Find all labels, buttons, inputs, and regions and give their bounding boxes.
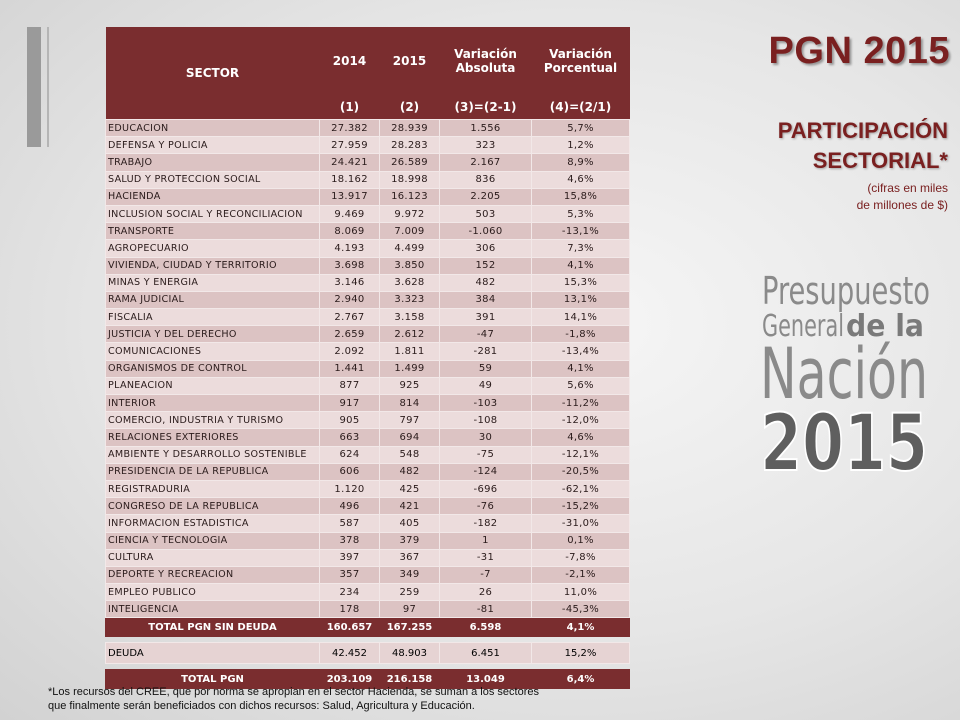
sector-cell: INCLUSION SOCIAL Y RECONCILIACION xyxy=(106,205,320,222)
table-row xyxy=(106,515,630,532)
sector-cell: ORGANISMOS DE CONTROL xyxy=(106,360,320,377)
sector-cell: JUSTICIA Y DEL DERECHO xyxy=(106,326,320,343)
variation-pct-cell: -15,2% xyxy=(532,498,630,515)
variation-pct-cell: 8,9% xyxy=(532,154,630,171)
sector-cell: AGROPECUARIO xyxy=(106,240,320,257)
sector-cell: CULTURA xyxy=(106,549,320,566)
value-2014-cell: 24.421 xyxy=(320,154,380,171)
value-2014-cell: 606 xyxy=(320,463,380,480)
table-row xyxy=(106,137,630,154)
sector-cell: EDUCACION xyxy=(106,120,320,137)
sector-budget-table xyxy=(105,27,630,689)
value-2014-cell: 2.659 xyxy=(320,326,380,343)
value-2015-cell: 814 xyxy=(380,395,440,412)
sector-cell: RELACIONES EXTERIORES xyxy=(106,429,320,446)
variation-pct-cell: 4,6% xyxy=(532,429,630,446)
variation-abs-cell: -108 xyxy=(440,412,532,429)
sector-cell: REGISTRADURIA xyxy=(106,480,320,497)
logo-presupuesto: Presupuesto xyxy=(762,269,930,313)
table-row xyxy=(106,360,630,377)
variation-abs-cell: -281 xyxy=(440,343,532,360)
total-sin-deuda-label: TOTAL PGN SIN DEUDA xyxy=(106,618,320,637)
deuda-row xyxy=(106,643,630,664)
footnote-line2: que finalmente serán beneficiados con dichos recursos: Salud, Agricultura y Educación. xyxy=(48,700,475,712)
value-2014-cell: 27.959 xyxy=(320,137,380,154)
table-row xyxy=(106,463,630,480)
table-row xyxy=(106,205,630,222)
variation-abs-cell: -75 xyxy=(440,446,532,463)
table-row xyxy=(106,429,630,446)
variation-pct-cell: -11,2% xyxy=(532,395,630,412)
footnote xyxy=(48,685,658,713)
table-row xyxy=(106,532,630,549)
deuda-pct: 15,2% xyxy=(532,643,630,664)
sector-cell: INFORMACION ESTADISTICA xyxy=(106,515,320,532)
value-2015-cell: 694 xyxy=(380,429,440,446)
header-2015: 2015 xyxy=(380,27,440,95)
variation-abs-cell: 836 xyxy=(440,171,532,188)
variation-abs-cell: 1 xyxy=(440,532,532,549)
sector-cell: CIENCIA Y TECNOLOGIA xyxy=(106,532,320,549)
sector-cell: EMPLEO PUBLICO xyxy=(106,584,320,601)
sector-cell: PLANEACION xyxy=(106,377,320,394)
variation-pct-cell: -7,8% xyxy=(532,549,630,566)
value-2014-cell: 624 xyxy=(320,446,380,463)
value-2015-cell: 405 xyxy=(380,515,440,532)
deuda-abs: 6.451 xyxy=(440,643,532,664)
variation-abs-cell: -103 xyxy=(440,395,532,412)
value-2015-cell: 548 xyxy=(380,446,440,463)
variation-pct-cell: 14,1% xyxy=(532,309,630,326)
table-row xyxy=(106,584,630,601)
decorative-line xyxy=(47,27,49,147)
variation-pct-cell: -62,1% xyxy=(532,480,630,497)
variation-abs-cell: -1.060 xyxy=(440,223,532,240)
presupuesto-logo xyxy=(760,268,950,478)
sector-cell: DEPORTE Y RECREACION xyxy=(106,566,320,583)
variation-pct-cell: 5,3% xyxy=(532,205,630,222)
value-2014-cell: 1.441 xyxy=(320,360,380,377)
value-2014-cell: 234 xyxy=(320,584,380,601)
variation-abs-cell: -7 xyxy=(440,566,532,583)
sector-cell: COMUNICACIONES xyxy=(106,343,320,360)
sector-cell: SALUD Y PROTECCION SOCIAL xyxy=(106,171,320,188)
value-2014-cell: 13.917 xyxy=(320,188,380,205)
header-code-1: (1) xyxy=(320,95,380,120)
units-note-line2: de millones de $) xyxy=(856,198,948,212)
value-2014-cell: 1.120 xyxy=(320,480,380,497)
deuda-2015: 48.903 xyxy=(380,643,440,664)
total-sin-deuda-abs: 6.598 xyxy=(440,618,532,637)
header-code-4: (4)=(2/1) xyxy=(532,95,630,120)
value-2014-cell: 9.469 xyxy=(320,205,380,222)
sector-cell: HACIENDA xyxy=(106,188,320,205)
value-2014-cell: 8.069 xyxy=(320,223,380,240)
value-2015-cell: 28.283 xyxy=(380,137,440,154)
header-abs-line2: Absoluta xyxy=(455,61,516,75)
value-2015-cell: 259 xyxy=(380,584,440,601)
variation-abs-cell: -81 xyxy=(440,601,532,618)
value-2014-cell: 178 xyxy=(320,601,380,618)
variation-abs-cell: 1.556 xyxy=(440,120,532,137)
header-variacion-absoluta xyxy=(440,27,532,95)
logo-general: General xyxy=(762,309,844,344)
table-row xyxy=(106,274,630,291)
value-2015-cell: 3.628 xyxy=(380,274,440,291)
variation-abs-cell: 26 xyxy=(440,584,532,601)
value-2015-cell: 482 xyxy=(380,463,440,480)
table-row xyxy=(106,223,630,240)
value-2015-cell: 16.123 xyxy=(380,188,440,205)
sector-cell: TRANSPORTE xyxy=(106,223,320,240)
variation-pct-cell: 0,1% xyxy=(532,532,630,549)
value-2015-cell: 1.499 xyxy=(380,360,440,377)
value-2014-cell: 3.698 xyxy=(320,257,380,274)
variation-pct-cell: -13,1% xyxy=(532,223,630,240)
variation-pct-cell: 5,7% xyxy=(532,120,630,137)
variation-pct-cell: 4,1% xyxy=(532,257,630,274)
variation-pct-cell: -31,0% xyxy=(532,515,630,532)
sector-cell: DEFENSA Y POLICIA xyxy=(106,137,320,154)
variation-abs-cell: 49 xyxy=(440,377,532,394)
variation-abs-cell: -31 xyxy=(440,549,532,566)
variation-abs-cell: 306 xyxy=(440,240,532,257)
table-row xyxy=(106,412,630,429)
variation-abs-cell: 2.167 xyxy=(440,154,532,171)
value-2015-cell: 4.499 xyxy=(380,240,440,257)
variation-pct-cell: 15,3% xyxy=(532,274,630,291)
variation-pct-cell: 5,6% xyxy=(532,377,630,394)
variation-abs-cell: 2.205 xyxy=(440,188,532,205)
table-row xyxy=(106,395,630,412)
variation-abs-cell: 30 xyxy=(440,429,532,446)
footnote-line1: *Los recursos del CREE, que por norma se apropian en el sector Hacienda, se suman a los sectores xyxy=(48,686,539,698)
table-row xyxy=(106,343,630,360)
variation-abs-cell: -76 xyxy=(440,498,532,515)
table-row xyxy=(106,257,630,274)
table-row xyxy=(106,309,630,326)
table-row xyxy=(106,480,630,497)
value-2014-cell: 2.092 xyxy=(320,343,380,360)
table-row xyxy=(106,566,630,583)
sector-cell: AMBIENTE Y DESARROLLO SOSTENIBLE xyxy=(106,446,320,463)
header-code-2: (2) xyxy=(380,95,440,120)
value-2014-cell: 2.767 xyxy=(320,309,380,326)
header-pct-line2: Porcentual xyxy=(543,61,618,75)
table-row xyxy=(106,601,630,618)
total-pgn-pct: 6,4% xyxy=(532,670,630,689)
value-2014-cell: 4.193 xyxy=(320,240,380,257)
total-sin-deuda-2015: 167.255 xyxy=(380,618,440,637)
variation-abs-cell: 482 xyxy=(440,274,532,291)
value-2015-cell: 3.158 xyxy=(380,309,440,326)
variation-abs-cell: -124 xyxy=(440,463,532,480)
value-2014-cell: 3.146 xyxy=(320,274,380,291)
value-2014-cell: 587 xyxy=(320,515,380,532)
decorative-bar xyxy=(27,27,41,147)
subtitle-sectorial: SECTORIAL* xyxy=(812,148,948,173)
sector-cell: RAMA JUDICIAL xyxy=(106,291,320,308)
logo-year: 2015 xyxy=(760,399,928,478)
value-2015-cell: 3.850 xyxy=(380,257,440,274)
value-2014-cell: 378 xyxy=(320,532,380,549)
value-2014-cell: 877 xyxy=(320,377,380,394)
value-2015-cell: 28.939 xyxy=(380,120,440,137)
value-2015-cell: 3.323 xyxy=(380,291,440,308)
sector-cell: INTERIOR xyxy=(106,395,320,412)
value-2015-cell: 9.972 xyxy=(380,205,440,222)
variation-pct-cell: -13,4% xyxy=(532,343,630,360)
header-sector: SECTOR xyxy=(106,27,320,120)
value-2014-cell: 357 xyxy=(320,566,380,583)
variation-abs-cell: -47 xyxy=(440,326,532,343)
sector-cell: CONGRESO DE LA REPUBLICA xyxy=(106,498,320,515)
variation-pct-cell: 13,1% xyxy=(532,291,630,308)
header-2014: 2014 xyxy=(320,27,380,95)
value-2015-cell: 379 xyxy=(380,532,440,549)
value-2015-cell: 925 xyxy=(380,377,440,394)
header-pct-line1: Variación xyxy=(549,47,612,61)
value-2014-cell: 917 xyxy=(320,395,380,412)
value-2015-cell: 7.009 xyxy=(380,223,440,240)
logo-de-la: de la xyxy=(846,309,924,344)
table-row xyxy=(106,377,630,394)
total-pgn-2014: 203.109 xyxy=(320,670,380,689)
table-row xyxy=(106,188,630,205)
variation-pct-cell: 4,6% xyxy=(532,171,630,188)
deuda-label: DEUDA xyxy=(106,643,320,664)
table-row xyxy=(106,171,630,188)
value-2014-cell: 27.382 xyxy=(320,120,380,137)
value-2014-cell: 663 xyxy=(320,429,380,446)
units-note-line1: (cifras en miles xyxy=(867,181,948,195)
variation-pct-cell: -12,1% xyxy=(532,446,630,463)
subtitle-participacion: PARTICIPACIÓN xyxy=(777,118,948,143)
value-2014-cell: 397 xyxy=(320,549,380,566)
table-row xyxy=(106,549,630,566)
variation-abs-cell: 391 xyxy=(440,309,532,326)
page-title: PGN 2015 xyxy=(768,30,950,72)
header-variacion-porcentual xyxy=(532,27,630,95)
value-2015-cell: 425 xyxy=(380,480,440,497)
variation-pct-cell: -20,5% xyxy=(532,463,630,480)
value-2015-cell: 797 xyxy=(380,412,440,429)
total-sin-deuda-2014: 160.657 xyxy=(320,618,380,637)
variation-pct-cell: 4,1% xyxy=(532,360,630,377)
variation-abs-cell: -696 xyxy=(440,480,532,497)
variation-abs-cell: -182 xyxy=(440,515,532,532)
sector-cell: VIVIENDA, CIUDAD Y TERRITORIO xyxy=(106,257,320,274)
variation-pct-cell: 15,8% xyxy=(532,188,630,205)
table-row xyxy=(106,498,630,515)
value-2015-cell: 421 xyxy=(380,498,440,515)
value-2015-cell: 18.998 xyxy=(380,171,440,188)
sector-cell: PRESIDENCIA DE LA REPUBLICA xyxy=(106,463,320,480)
value-2014-cell: 905 xyxy=(320,412,380,429)
value-2014-cell: 18.162 xyxy=(320,171,380,188)
table-row xyxy=(106,154,630,171)
variation-abs-cell: 59 xyxy=(440,360,532,377)
value-2015-cell: 2.612 xyxy=(380,326,440,343)
variation-pct-cell: 1,2% xyxy=(532,137,630,154)
table-row xyxy=(106,291,630,308)
sector-cell: MINAS Y ENERGIA xyxy=(106,274,320,291)
table-row xyxy=(106,446,630,463)
header-code-3: (3)=(2-1) xyxy=(440,95,532,120)
value-2015-cell: 97 xyxy=(380,601,440,618)
variation-abs-cell: 503 xyxy=(440,205,532,222)
value-2015-cell: 349 xyxy=(380,566,440,583)
variation-abs-cell: 323 xyxy=(440,137,532,154)
variation-pct-cell: -45,3% xyxy=(532,601,630,618)
sector-cell: INTELIGENCIA xyxy=(106,601,320,618)
sector-cell: COMERCIO, INDUSTRIA Y TURISMO xyxy=(106,412,320,429)
value-2015-cell: 1.811 xyxy=(380,343,440,360)
variation-abs-cell: 384 xyxy=(440,291,532,308)
sector-cell: FISCALIA xyxy=(106,309,320,326)
logo-nacion: Nación xyxy=(760,333,928,415)
total-sin-deuda-pct: 4,1% xyxy=(532,618,630,637)
variation-pct-cell: -2,1% xyxy=(532,566,630,583)
total-pgn-label: TOTAL PGN xyxy=(106,670,320,689)
deuda-2014: 42.452 xyxy=(320,643,380,664)
table-row xyxy=(106,120,630,137)
table-row xyxy=(106,326,630,343)
variation-pct-cell: 11,0% xyxy=(532,584,630,601)
total-sin-deuda-row xyxy=(106,618,630,637)
total-pgn-abs: 13.049 xyxy=(440,670,532,689)
variation-pct-cell: 7,3% xyxy=(532,240,630,257)
variation-abs-cell: 152 xyxy=(440,257,532,274)
sector-cell: TRABAJO xyxy=(106,154,320,171)
total-pgn-2015: 216.158 xyxy=(380,670,440,689)
header-abs-line1: Variación xyxy=(454,47,517,61)
variation-pct-cell: -12,0% xyxy=(532,412,630,429)
table-row xyxy=(106,240,630,257)
value-2015-cell: 367 xyxy=(380,549,440,566)
variation-pct-cell: -1,8% xyxy=(532,326,630,343)
value-2014-cell: 496 xyxy=(320,498,380,515)
value-2014-cell: 2.940 xyxy=(320,291,380,308)
value-2015-cell: 26.589 xyxy=(380,154,440,171)
